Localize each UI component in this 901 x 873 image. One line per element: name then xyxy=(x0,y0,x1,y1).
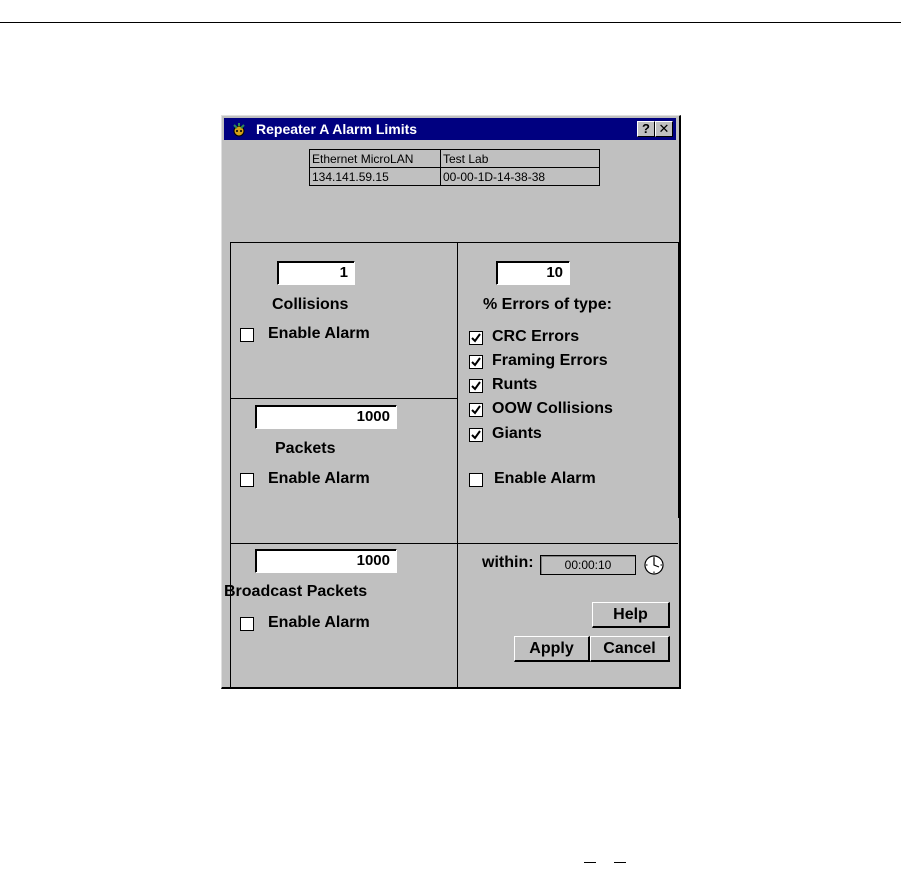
lower-section-divider xyxy=(230,543,678,544)
crc-errors-checkbox[interactable] xyxy=(469,331,483,345)
packets-enable-alarm-label: Enable Alarm xyxy=(268,470,370,487)
location-cell: Test Lab xyxy=(441,150,600,168)
collisions-packets-divider xyxy=(230,398,457,399)
repeater-app-icon xyxy=(231,122,247,138)
broadcast-enable-alarm-label: Enable Alarm xyxy=(268,614,370,631)
checkmark-icon xyxy=(470,356,482,368)
oow-collisions-label: OOW Collisions xyxy=(492,400,613,417)
collisions-threshold-input[interactable]: 1 xyxy=(277,261,355,285)
checkmark-icon xyxy=(470,404,482,416)
table-row xyxy=(310,168,600,186)
packets-enable-alarm-checkbox[interactable] xyxy=(240,473,254,487)
within-label: within: xyxy=(482,554,534,571)
collisions-enable-alarm-label: Enable Alarm xyxy=(268,325,370,342)
oow-collisions-checkbox[interactable] xyxy=(469,403,483,417)
device-info-table xyxy=(309,149,600,186)
apply-button[interactable]: Apply xyxy=(514,636,590,662)
framing-errors-label: Framing Errors xyxy=(492,352,608,369)
broadcast-enable-alarm-checkbox[interactable] xyxy=(240,617,254,631)
errors-threshold-input[interactable]: 10 xyxy=(496,261,570,285)
mac-address-cell: 00-00-1D-14-38-38 xyxy=(441,168,600,186)
collisions-enable-alarm-checkbox[interactable] xyxy=(240,328,254,342)
panel-top-border xyxy=(230,242,678,243)
runts-checkbox[interactable] xyxy=(469,379,483,393)
panel-right-border xyxy=(678,242,679,518)
table-row xyxy=(310,150,600,168)
context-help-button[interactable]: ? xyxy=(637,121,655,137)
packets-label: Packets xyxy=(275,440,336,457)
device-type-cell: Ethernet MicroLAN xyxy=(310,150,441,168)
broadcast-threshold-input[interactable]: 1000 xyxy=(255,549,397,573)
within-time-field[interactable]: 00:00:10 xyxy=(540,555,636,575)
framing-errors-checkbox[interactable] xyxy=(469,355,483,369)
panel-divider xyxy=(457,242,458,688)
clock-icon[interactable] xyxy=(643,554,665,576)
runts-label: Runts xyxy=(492,376,538,393)
errors-enable-alarm-label: Enable Alarm xyxy=(494,470,596,487)
broadcast-packets-label: Broadcast Packets xyxy=(224,583,368,600)
checkmark-icon xyxy=(470,380,482,392)
cancel-button[interactable]: Cancel xyxy=(590,636,670,662)
giants-checkbox[interactable] xyxy=(469,428,483,442)
panel-left-border xyxy=(230,242,231,688)
page-footer-mark xyxy=(584,862,596,863)
collisions-label: Collisions xyxy=(272,296,349,313)
checkmark-icon xyxy=(470,332,482,344)
close-button[interactable]: ✕ xyxy=(655,121,673,137)
crc-errors-label: CRC Errors xyxy=(492,328,580,345)
title-bar[interactable] xyxy=(224,118,676,140)
checkmark-icon xyxy=(470,429,482,441)
window-title: Repeater A Alarm Limits xyxy=(256,121,418,137)
page-footer-mark xyxy=(614,862,626,863)
alarm-limits-dialog xyxy=(221,115,681,689)
page-header-rule xyxy=(0,22,901,23)
packets-threshold-input[interactable]: 1000 xyxy=(255,405,397,429)
giants-label: Giants xyxy=(492,425,542,442)
errors-of-type-label: % Errors of type: xyxy=(483,296,612,313)
ip-address-cell: 134.141.59.15 xyxy=(310,168,441,186)
errors-enable-alarm-checkbox[interactable] xyxy=(469,473,483,487)
help-button[interactable]: Help xyxy=(592,602,670,628)
